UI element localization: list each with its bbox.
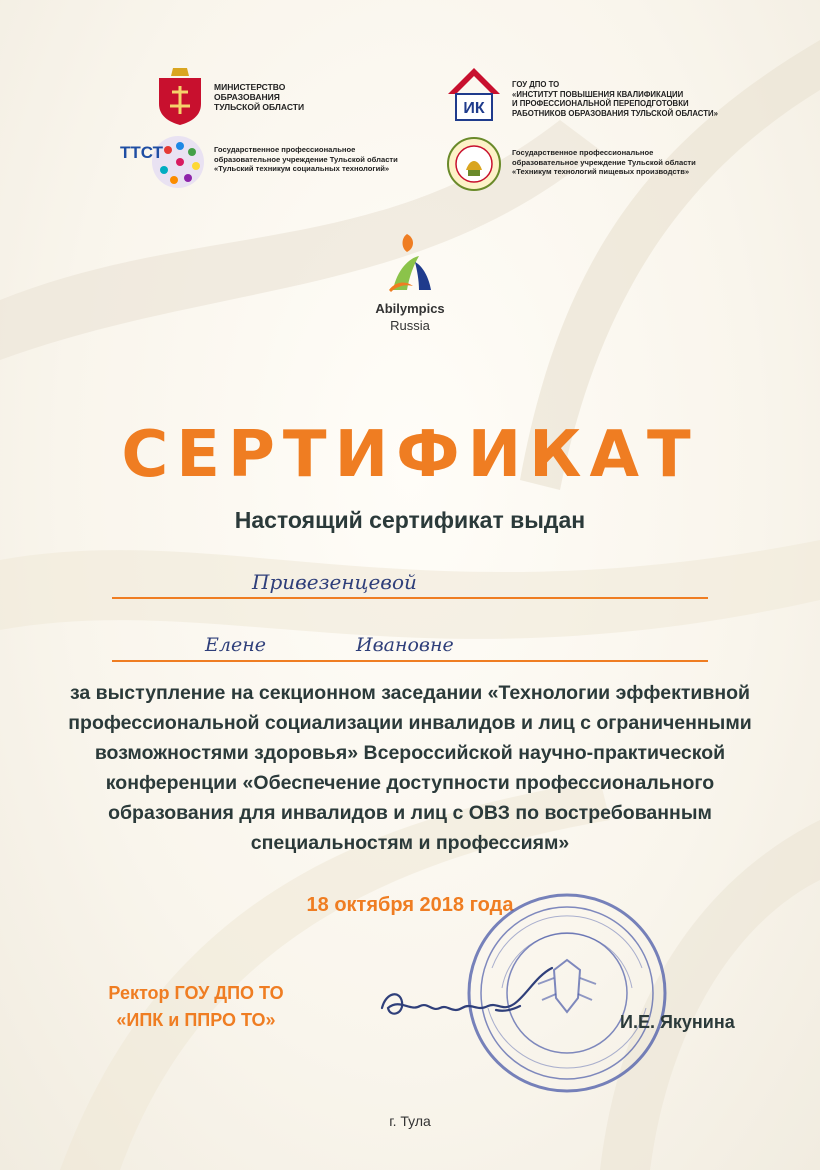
- ministry-line1: МИНИСТЕРСТВО: [214, 82, 286, 92]
- tula-coat-of-arms-icon: [155, 62, 205, 126]
- food-line2: образовательное учреждение Тульской области: [512, 157, 696, 167]
- ministry-line3: ТУЛЬСКОЙ ОБЛАСТИ: [214, 102, 305, 112]
- body-line: образования для инвалидов и лиц с ОВЗ по востребованным: [108, 802, 712, 824]
- ttst-logo-mark: ТТСТ: [120, 143, 164, 162]
- body-line: профессиональной социализации инвалидов и лиц с ограниченными: [68, 712, 752, 734]
- institute-line3: И ПРОФЕССИОНАЛЬНОЙ ПЕРЕПОДГОТОВКИ: [512, 99, 689, 108]
- body-line: возможностями здоровья» Всероссийской научно-практической: [94, 742, 726, 764]
- signer-name: И.Е. Якунина: [620, 1012, 735, 1032]
- food-line3: «Техникум технологий пищевых производств»: [512, 167, 690, 176]
- certificate-date: 18 октября 2018 года: [306, 894, 514, 916]
- abilympics-country: Russia: [390, 318, 430, 333]
- recipient-surname: Привезенцевой: [252, 570, 417, 594]
- abilympics-logo-icon: [385, 232, 437, 294]
- ipk-logo-mark: ИК: [463, 100, 485, 117]
- ttst-line2: образовательное учреждение Тульской области: [214, 154, 398, 164]
- certificate-subtitle: Настоящий сертификат выдан: [234, 507, 586, 533]
- surname-underline: [112, 597, 708, 599]
- ipk-logo-icon: [446, 66, 502, 122]
- handwritten-signature: [376, 962, 576, 1032]
- recipient-patronymic: Ивановне: [356, 634, 454, 656]
- rector-line1: Ректор ГОУ ДПО ТО: [108, 983, 284, 1003]
- abilympics-label: Abilympics: [375, 301, 445, 316]
- ministry-line2: ОБРАЗОВАНИЯ: [214, 92, 280, 102]
- body-line: за выступление на секционном заседании «Технологии эффективной: [69, 682, 751, 704]
- certificate-title: СЕРТИФИКАТ: [121, 418, 699, 492]
- name-underline: [112, 660, 708, 662]
- food-college-emblem-icon: [446, 136, 502, 192]
- body-line: конференции «Обеспечение доступности профессионального: [105, 772, 715, 794]
- body-line: специальностям и профессиям»: [250, 832, 570, 854]
- ttst-line1: Государственное профессиональное: [214, 145, 356, 154]
- recipient-first-name: Елене: [205, 634, 266, 656]
- institute-line4: РАБОТНИКОВ ОБРАЗОВАНИЯ ТУЛЬСКОЙ ОБЛАСТИ»: [512, 108, 718, 118]
- ttst-line3: «Тульский техникум социальных технологий»: [214, 164, 390, 173]
- city-label: г. Тула: [389, 1113, 431, 1129]
- institute-line2: «ИНСТИТУТ ПОВЫШЕНИЯ КВАЛИФИКАЦИИ: [512, 89, 684, 99]
- certificate-body: [0, 678, 820, 858]
- food-line1: Государственное профессиональное: [512, 148, 654, 157]
- rector-title: [86, 980, 306, 1034]
- rector-line2: «ИПК и ППРО ТО»: [116, 1010, 276, 1030]
- institute-line1: ГОУ ДПО ТО: [512, 80, 560, 89]
- ttst-logo-icon: [118, 134, 210, 192]
